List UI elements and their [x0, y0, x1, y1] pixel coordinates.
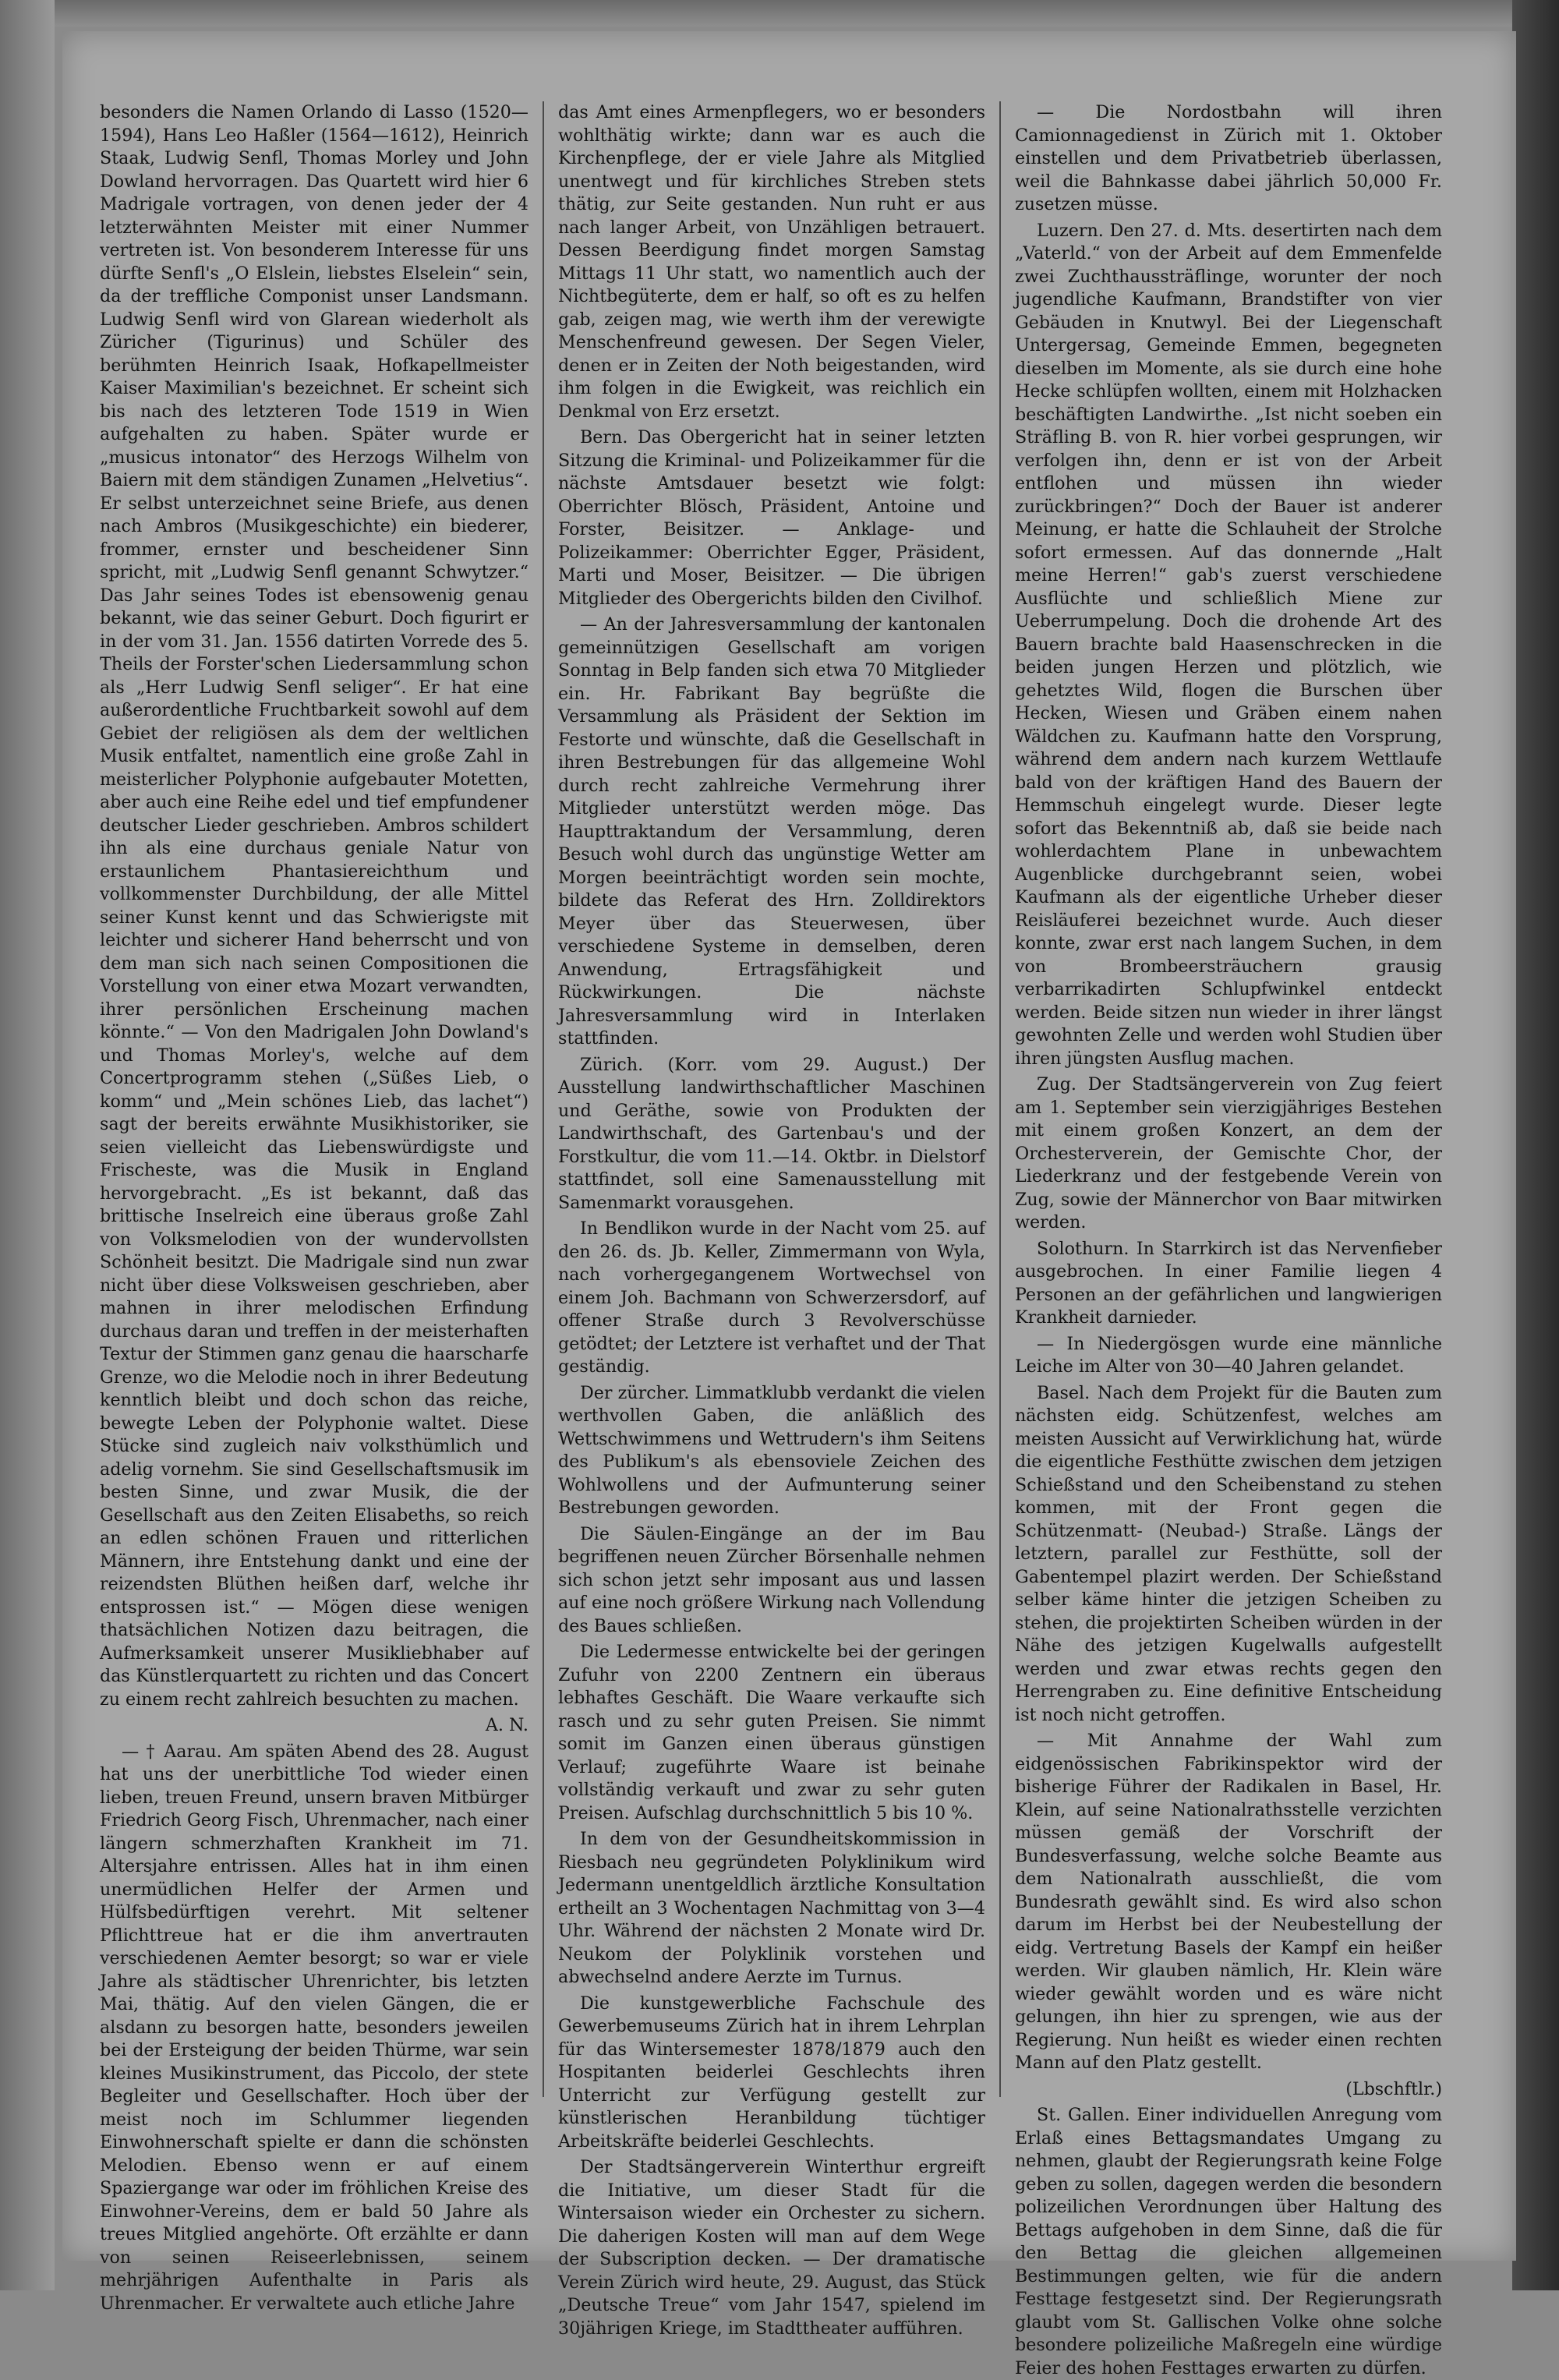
article-paragraph: Basel. Nach dem Projekt für die Bauten zum nächsten eidg. Schützenfest, welches am meisten Aussicht auf Verwirklichung hat, würde die eigentliche Festhütte zwischen dem jetzigen Schießstand und den Scheibenstand zu stehen kommen, mit der Front gegen die Schützenmatt- (Neubad-) Straße. Längs der letztern, parallel zur Festhütte, soll der Gabentempel plazirt werden. Der Schießstand selber käme hinter die jetzigen Scheiben zu stehen, die projektirten Scheiben würden in der Nähe des jetzigen Kugelwalls aufgestellt werden und zwar etwas rechts gegen den Herrengraben zu. Eine definitive Entscheidung ist noch nicht getroffen.: [1015, 1382, 1442, 1725]
article-paragraph: In dem von der Gesundheitskommission in Riesbach neu gegründeten Polyklinikum wird Jedermann unentgeldlich ärztliche Konsultation ertheilt an 3 Wochentagen Nachmittag von 3—4 Uhr. Während der nächsten 2 Monate wird Dr. Neukom der Polyklinik vorstehen und abwechselnd andere Aerzte im Turnus.: [558, 1829, 985, 1987]
article-paragraph: In Bendlikon wurde in der Nacht vom 25. auf den 26. ds. Jb. Keller, Zimmermann von Wyla, nach vorhergegangenem Wortwechsel von einem Joh. Bachmann von Schwerzersdorf, auf offener Straße durch 3 Revolverschüsse getödtet; der Letztere ist verhaftet und der That geständig.: [558, 1218, 985, 1377]
column-right: [999, 101, 1456, 2378]
article-paragraph: Der Stadtsängerverein Winterthur ergreift die Initiative, um dieser Stadt für die Wintersaison wieder ein Orchester zu sichern. Die daherigen Kosten will man auf dem Wege der Subscription decken. — Der dramatische Verein Zürich wird heute, 29. August, das Stück „Deutsche Treue“ vom Jahr 1547, spielend im 30jährigen Kriege, im Stadttheater aufführen.: [558, 2157, 985, 2339]
article-paragraph: Solothurn. In Starrkirch ist das Nervenfieber ausgebrochen. In einer Familie liegen 4 Personen an der gefährlichen und langwierigen Krankheit darnieder.: [1015, 1238, 1442, 1328]
article-paragraph: Luzern. Den 27. d. Mts. desertirten nach dem „Vaterld.“ von der Arbeit auf dem Emmenfelde zwei Zuchthaussträflinge, worunter der noch jugendliche Kaufmann, Brandstifter von vier Gebäuden in Knutwyl. Bei der Liegenschaft Untergersag, Gemeinde Emmen, begegneten dieselben im Momente, als sie durch eine hohe Hecke schlüpfen wollten, einem mit Holzhacken beschäftigten Landwirthe. „Ist nicht soeben ein Sträfling B. von R. hier vorbei gesprungen, wir verfolgen ihn, denn er ist von der Arbeit entflohen und müssen ihn wieder zurückbringen?“ Doch der Bauer ist anderer Meinung, er hatte die Schlauheit der Strolche sofort ermessen. Auf das donnernde „Halt meine Herren!“ gab's zuerst verschiedene Ausflüchte und schließlich Miene zur Ueberrumpelung. Doch die drohende Art des Bauern brachte bald Haasenschrecken in die beiden jungen Herzen und plötzlich, wie gehetztes Wild, flogen die Burschen über Hecken, Wiesen und Gräben einem nahen Wäldchen zu. Kaufmann hatte den Vorsprung, während dem andern nach kurzem Wettlaufe bald von der kräftigen Hand des Bauern der Hemmschuh eingelegt wurde. Dieser legte sofort das Bekenntniß ab, daß sie beide nach wohlerdachtem Plane in unbewachtem Augenblicke durchgebrannt seien, wobei Kaufmann als der eigentliche Urheber dieser Reisläuferei bezeichnet wurde. Auch dieser konnte, zwar erst nach langem Suchen, in dem von Brombeersträuchern grausig verbarrikadirten Schlupfwinkel entdeckt werden. Beide sitzen nun wieder in ihrer längst gewohnten Zelle und werden wohl Studien über ihren jüngsten Ausflug machen.: [1015, 220, 1442, 1069]
article-paragraph: — In Niedergösgen wurde eine männliche Leiche im Alter von 30—40 Jahren gelandet.: [1015, 1333, 1442, 1377]
scan-left-edge: [0, 0, 55, 2290]
article-paragraph: Die kunstgewerbliche Fachschule des Gewerbemuseums Zürich hat in ihrem Lehrplan für das Wintersemester 1878/1879 auch den Hospitanten beiderlei Geschlechts ihren Unterricht zur Verfügung gestellt zur künstlerischen Heranbildung tüchtiger Arbeitskräfte beiderlei Geschlechts.: [558, 1993, 985, 2152]
article-paragraph: — Mit Annahme der Wahl zum eidgenössischen Fabrikinspektor wird der bisherige Führer der Radikalen in Basel, Hr. Klein, auf seine Nationalrathsstelle verzichten müssen gemäß der Vorschrift der Bundesverfassung, welche solche Beamte aus dem Nationalrath ausschließt, die vom Bundesrath gewählt sind. Es wird also schon darum im Herbst bei der Neubestellung der eidg. Vertretung Basels der Kampf ein heißer werden. Wir glauben nämlich, Hr. Klein wäre wieder gewählt worden und es wäre nicht gelungen, ihn hier zu sprengen, wie aus der Regierung. Nun heißt es wieder einen rechten Mann auf den Platz gestellt.: [1015, 1731, 1442, 2073]
article-paragraph: Zürich. (Korr. vom 29. August.) Der Ausstellung landwirthschaftlicher Maschinen und Geräthe, sowie von Produkten der Landwirthschaft, des Gartenbau's und der Forstkultur, die vom 11.—14. Oktbr. in Dielstorf stattfindet, soll eine Samenausstellung mit Samenmarkt vorausgehen.: [558, 1054, 985, 1213]
article-paragraph: Der zürcher. Limmatklubb verdankt die vielen werthvollen Gaben, die anläßlich des Wettschwimmens und Wettrudern's ihm Seitens des Publikum's als ebensoviele Zeichen des Wohlwollens und der Aufmunterung seiner Bestrebungen geworden.: [558, 1382, 985, 1518]
article-paragraph: das Amt eines Armenpflegers, wo er besonders wohlthätig wirkte; dann war es auch die Kirchenpflege, der er viele Jahre als Mitglied unentwegt und für kirchliches Streben stets thätig, zur Seite gestanden. Nun ruht er aus nach langer Arbeit, von Unzähligen betrauert. Dessen Beerdigung findet morgen Samstag Mittags 11 Uhr statt, wo namentlich auch der Nichtbegüterte, dem er half, so oft es zu helfen gab, zeigen mag, wie werth ihm der verewigte Menschenfreund gewesen. Der Segen Vieler, denen er in Zeiten der Noth beigestanden, wird ihm folgen in die Ewigkeit, was reichlich ein Denkmal von Erz ersetzt.: [558, 102, 985, 422]
scan-right-edge: [1512, 0, 1559, 2290]
scan-top-edge: [0, 0, 1559, 27]
article-paragraph: besonders die Namen Orlando di Lasso (1520—1594), Hans Leo Haßler (1564—1612), Heinrich Staak, Ludwig Senfl, Thomas Morley und John Dowland hervorragen. Das Quartett wird hier 6 Madrigale vortragen, von denen jeder der 4 letzterwähnten Meister mit einer Nummer vertreten ist. Von besonderem Interesse für uns dürfte Senfl's „O Elslein, liebstes Elselein“ sein, da der treffliche Componist unser Landsmann. Ludwig Senfl wird von Glarean wiederholt als Züricher (Tigurinus) und Schüler des berühmten Heinrich Isaak, Hofkapellmeister Kaiser Maximilian's bezeichnet. Er scheint sich bis nach des letzteren Tode 1519 in Wien aufgehalten zu haben. Später wurde er „musicus intonator“ des Herzogs Wilhelm von Baiern mit dem ständigen Zunamen „Helvetius“. Er selbst unterzeichnet seine Briefe, aus denen nach Ambros (Musikgeschichte) ein biederer, frommer, ernster und bescheidener Sinn spricht, mit „Ludwig Senfl genannt Schwytzer.“ Das Jahr seines Todes ist ebensowenig genau bekannt, wie das seiner Geburt. Doch figurirt er in der vom 31. Jan. 1556 datirten Vorrede des 5. Theils der Forster'schen Liedersammlung schon als „Herr Ludwig Senfl seliger“. Er hat eine außerordentliche Fruchtbarkeit sowohl auf dem Gebiet der religiösen als dem der weltlichen Musik entfaltet, namentlich eine große Zahl in meisterlicher Polyphonie aufgebauter Motetten, aber auch eine Reihe edel und tief empfundener deutscher Lieder geschrieben. Ambros schildert ihn als eine durchaus geniale Natur von erstaunlichem Phantasiereichthum und vollkommenster Durchbildung, der alle Mittel seiner Kunst kennt und das Schwierigste mit leichter und sicherer Hand beherrscht und von dem man sich nach seinen Compositionen die Vorstellung von einer etwa Mozart verwandten, ihrer persönlichen Erscheinung machen könnte.“ — Von den Madrigalen John Dowland's und Thomas Morley's, welche auf dem Concertprogramm stehen („Süßes Lieb, o komm“ und „Mein schönes Lieb, das lachet“) sagt der bereits erwähnte Musikhistoriker, sie seien vielleicht das Liebenswürdigste und Frischeste, was die Musik in England hervorgebracht. „Es ist bekannt, daß das brittische Inselreich eine überaus große Zahl von Volksmelodien von der wundervollsten Schönheit besitzt. Die Madrigale sind nun zwar nicht über diese Volksweisen geschrieben, aber mahnen in ihrer melodischen Erfindung durchaus daran und treffen in der meisterhaften Textur der Stimmen ganz genau die haarscharfe Grenze, wo die Melodie noch in ihrer Bedeutung kenntlich bleibt und doch schon das reiche, bewegte Leben der Polyphonie waltet. Diese Stücke sind zugleich naiv volksthümlich und adelig vornehm. Sie sind Gesellschaftsmusik im besten Sinne, und zwar Musik, die der Gesellschaft aus den Zeiten Elisabeths, so reich an edlen schönen Frauen und ritterlichen Männern, ihre Entstehung dankt und eine der reizendsten Blüthen heißen darf, welche ihr entsprossen ist.“ — Mögen diese wenigen thatsächlichen Notizen dazu beitragen, die Aufmerksamkeit unserer Musikliebhaber auf das Künstlerquartett zu richten und das Concert zu einem recht zahlreich besuchten zu machen.: [100, 102, 529, 1710]
article-paragraph: Zug. Der Stadtsängerverein von Zug feiert am 1. September sein vierzigjähriges Bestehen mit einem großen Konzert, an dem der Orchesterverein, der Gemischte Chor, der Liederkranz und der festgebende Verein von Zug, sowie der Männerchor von Baar mitwirken werden.: [1015, 1074, 1442, 1232]
article-paragraph: Die Ledermesse entwickelte bei der geringen Zufuhr von 2200 Zentnern ein überaus lebhaftes Geschäft. Die Waare verkaufte sich rasch und zu sehr guten Preisen. Sie nimmt somit im Ganzen einen überaus günstigen Verlauf; zugeführte Waare ist beinahe vollständig verkauft und zwar zu sehr guten Preisen. Aufschlag durchschnittlich 5 bis 10 %.: [558, 1642, 985, 1823]
article-signature: A. N.: [485, 1715, 529, 1735]
column-middle: [543, 101, 999, 2339]
newspaper-page: [62, 31, 1516, 2378]
article-paragraph: Bern. Das Obergericht hat in seiner letzten Sitzung die Kriminal- und Polizeikammer für die nächste Amtsdauer besetzt wie folgt: Oberrichter Blösch, Präsident, Antoine und Forster, Beisitzer. — Anklage- und Polizeikammer: Oberrichter Egger, Präsident, Marti und Moser, Beisitzer. — Die übrigen Mitglieder des Obergerichts bilden den Civilhof.: [558, 427, 985, 609]
article-paragraph: — Die Nordostbahn will ihren Camionnagedienst in Zürich mit 1. Oktober einstellen und dem Privatbetrieb überlassen, weil die Bahnkasse dabei jährlich 50,000 Fr. zusetzen müsse.: [1015, 102, 1442, 214]
article-signature: (Lbschftlr.): [1345, 2078, 1442, 2099]
article-paragraph: Die Säulen-Eingänge an der im Bau begriffenen neuen Zürcher Börsenhalle nehmen sich schon jetzt sehr imposant aus und lassen auf eine noch größere Wirkung nach Vollendung des Baues schließen.: [558, 1523, 985, 1636]
text-columns: [86, 101, 1458, 2378]
article-paragraph: St. Gallen. Einer individuellen Anregung vom Erlaß eines Bettagsmandates Umgang zu nehmen, glaubt der Regierungsrath keine Folge geben zu sollen, dagegen werden die besondern polizeilichen Verordnungen über Haltung des Bettags aufgehoben in dem Sinne, daß die für den Bettag die gleichen allgemeinen Bestimmungen gelten, wie für die andern Festtage festgesetzt sind. Der Regierungsrath glaubt vom St. Gallischen Volke ohne solche besondere polizeiliche Maßregeln eine würdige Feier des hohen Festtages erwarten zu dürfen.: [1015, 2105, 1442, 2378]
column-left: [86, 101, 543, 2314]
article-paragraph: — † Aarau. Am späten Abend des 28. August hat uns der unerbittliche Tod wieder einen lieben, treuen Freund, unsern braven Mitbürger Friedrich Georg Fisch, Uhrenmacher, nach einer längern schmerzhaften Krankheit im 71. Altersjahre entrissen. Alles hat in ihm einen unermüdlichen Helfer der Armen und Hülfsbedürftigen verehrt. Mit seltener Pflichttreue hat er die ihm anvertrauten verschiedenen Aemter besorgt; so war er viele Jahre als städtischer Uhrenrichter, bis letzten Mai, thätig. Auf den vielen Gängen, die er alsdann zu besorgen hatte, besonders jeweilen bei der Ersteigung der beiden Thürme, war sein kleines Musikinstrument, das Piccolo, der stete Begleiter und Gesellschafter. Hoch über der meist noch im Schlummer liegenden Einwohnerschaft spielte er dann die schönsten Melodien. Ebenso wenn er auf einem Spaziergange war oder im fröhlichen Kreise des Einwohner-Vereins, dem er bald 50 Jahre als treues Mitglied angehörte. Oft erzählte er dann von seinen Reiseerlebnissen, seinem mehrjährigen Aufenthalte in Paris als Uhrenmacher. Er verwaltete auch etliche Jahre: [100, 1741, 529, 2314]
article-paragraph: — An der Jahresversammlung der kantonalen gemeinnützigen Gesellschaft am vorigen Sonntag in Belp fanden sich etwa 70 Mitglieder ein. Hr. Fabrikant Bay begrüßte die Versammlung als Präsident der Sektion im Festorte und wünschte, daß die Gesellschaft in ihren Bestrebungen für das allgemeine Wohl durch recht zahlreiche Vermehrung ihrer Mitglieder unterstützt werden möge. Das Haupttraktandum der Versammlung, deren Besuch wohl durch das ungünstige Wetter am Morgen beeinträchtigt worden sein mochte, bildete das Referat des Hrn. Zolldirektors Meyer über das Steuerwesen, über verschiedene Systeme in demselben, deren Anwendung, Ertragsfähigkeit und Rückwirkungen. Die nächste Jahresversammlung wird in Interlaken stattfinden.: [558, 614, 985, 1049]
